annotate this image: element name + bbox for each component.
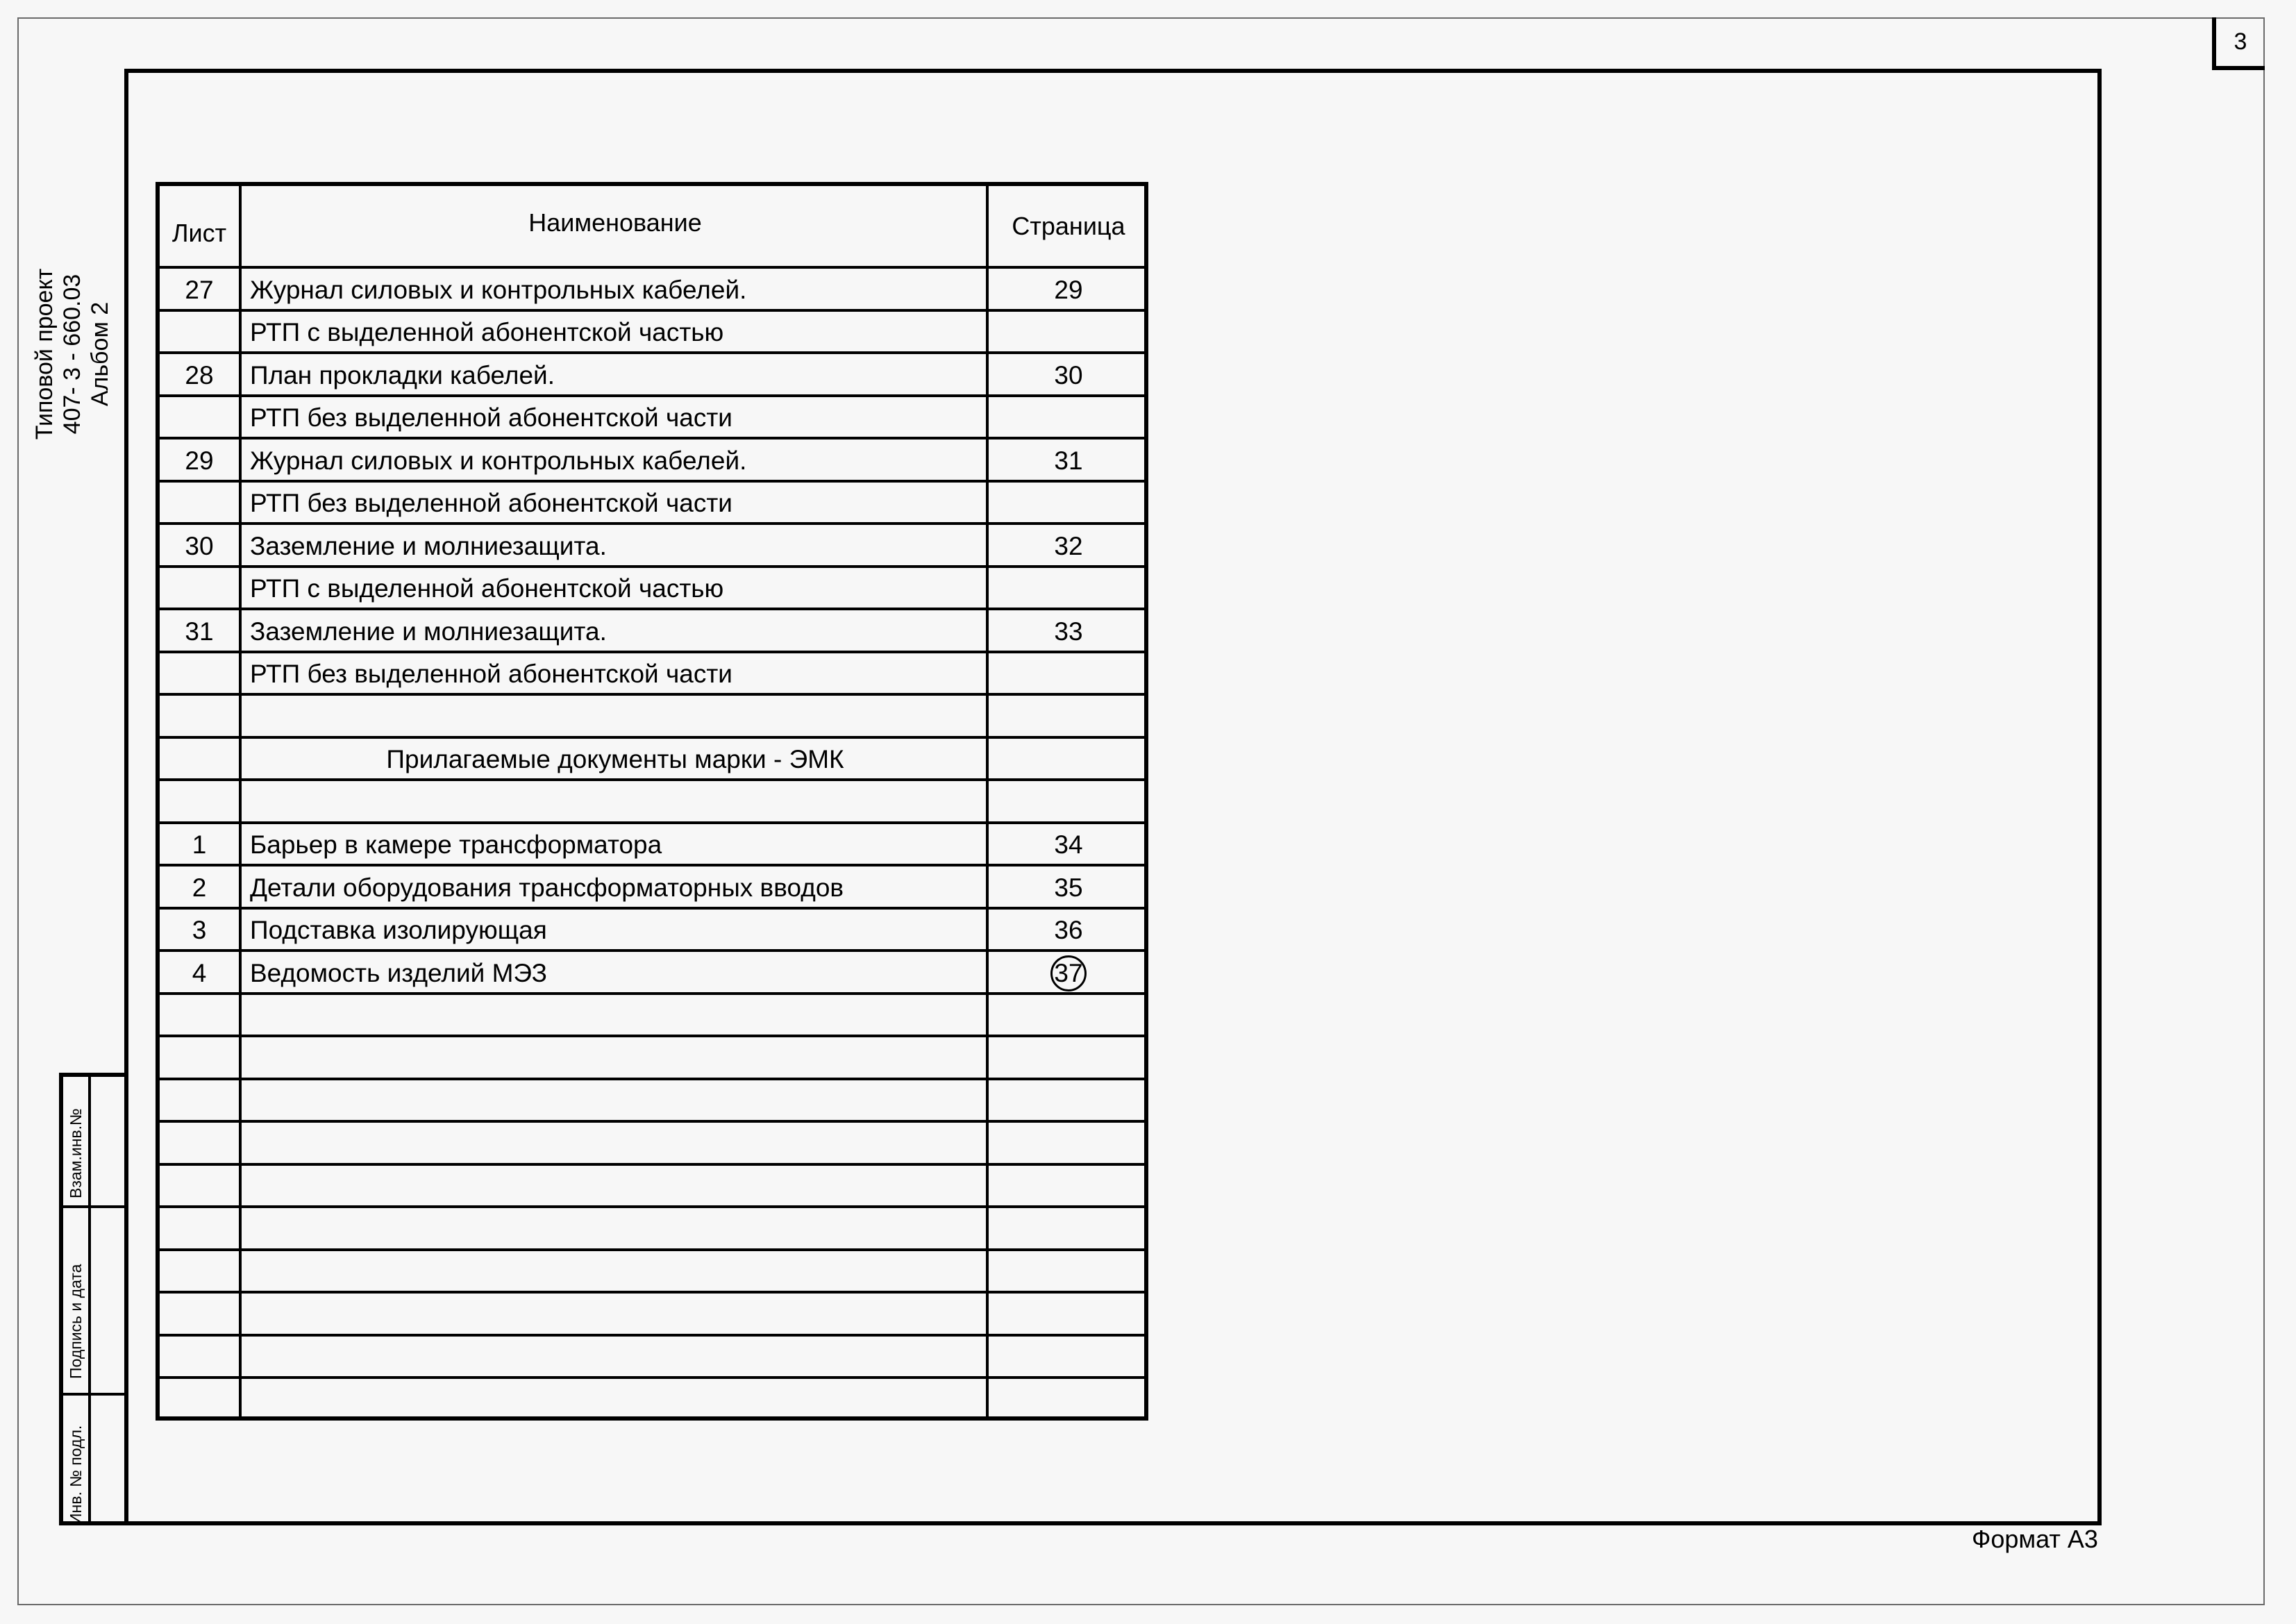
cell-list: 1 xyxy=(192,830,207,860)
cell-list xyxy=(160,1294,239,1337)
project-album: Альбом 2 xyxy=(87,301,113,407)
cell-page xyxy=(989,1337,1148,1380)
project-title: Типовой проект xyxy=(31,268,58,440)
cell-list xyxy=(160,1123,239,1166)
cell-list xyxy=(160,1080,239,1123)
cell-name: Ведомость изделий МЭЗ xyxy=(250,958,547,987)
cell-name: РТП без выделенной абонентской части xyxy=(250,403,732,433)
table-row xyxy=(160,266,1144,312)
table-row xyxy=(160,949,1144,995)
table-row xyxy=(160,608,1144,653)
cell-list: 2 xyxy=(192,873,207,902)
table-row xyxy=(160,907,1144,953)
page-number: 3 xyxy=(2234,28,2247,55)
cell-page: 33 xyxy=(1054,617,1083,646)
header-list: Лист xyxy=(171,218,227,247)
cell-list xyxy=(160,653,239,696)
cell-page xyxy=(989,696,1148,739)
cell-name: Журнал силовых и контрольных кабелей. xyxy=(250,275,747,304)
table-row xyxy=(160,1078,1144,1123)
project-code: 407- 3 - 660.03 xyxy=(59,274,85,435)
table-row xyxy=(160,309,1144,355)
cell-page xyxy=(989,1294,1148,1337)
page-number-box xyxy=(2212,17,2265,70)
table-row xyxy=(160,778,1144,824)
cell-list xyxy=(160,312,239,355)
cell-name xyxy=(242,995,989,1038)
cell-name xyxy=(242,1379,989,1422)
contents-table xyxy=(156,182,1148,1421)
circled-page-number: 37 xyxy=(1050,955,1087,991)
cell-name: Прилагаемые документы марки - ЭМК xyxy=(386,745,844,774)
cell-list: 30 xyxy=(185,531,214,560)
cell-list: 31 xyxy=(185,617,214,646)
cell-page: 31 xyxy=(1054,446,1083,475)
cell-list xyxy=(160,696,239,739)
table-row xyxy=(160,651,1144,696)
cell-list xyxy=(160,483,239,526)
table-row xyxy=(160,821,1144,867)
side-stamp: Взам.инв.№ Подпись и дата Инв. № подл. xyxy=(59,1073,128,1525)
table-header xyxy=(160,186,1144,266)
table-row xyxy=(160,1334,1144,1380)
cell-list: 29 xyxy=(185,446,214,475)
cell-name: План прокладки кабелей. xyxy=(250,360,555,390)
cell-name xyxy=(242,1251,989,1294)
cell-list: 3 xyxy=(192,916,207,945)
table-row xyxy=(160,693,1144,739)
cell-page xyxy=(989,1080,1148,1123)
cell-list xyxy=(160,1166,239,1209)
table-row xyxy=(160,351,1144,397)
cell-name: РТП без выделенной абонентской части xyxy=(250,660,732,689)
cell-name xyxy=(242,781,989,824)
cell-page xyxy=(989,781,1148,824)
cell-name: Барьер в камере трансформатора xyxy=(250,830,662,860)
cell-name xyxy=(242,1080,989,1123)
cell-list xyxy=(160,568,239,611)
header-name: Наименование xyxy=(528,208,702,237)
cell-page: 30 xyxy=(1054,360,1083,390)
cell-list xyxy=(160,995,239,1038)
cell-name xyxy=(242,696,989,739)
table-row xyxy=(160,565,1144,611)
cell-page: 35 xyxy=(1054,873,1083,902)
cell-list xyxy=(160,1379,239,1422)
cell-list xyxy=(160,781,239,824)
cell-name xyxy=(242,1037,989,1080)
table-row xyxy=(160,480,1144,526)
cell-page xyxy=(989,1166,1148,1209)
cell-name xyxy=(242,1294,989,1337)
cell-page xyxy=(989,995,1148,1038)
cell-list xyxy=(160,739,239,782)
cell-list: 27 xyxy=(185,275,214,304)
cell-page xyxy=(989,952,1148,995)
cell-name xyxy=(242,1208,989,1251)
header-page: Страница xyxy=(1012,211,1125,240)
table-row xyxy=(160,864,1144,910)
cell-page xyxy=(989,397,1148,440)
table-row xyxy=(160,1376,1144,1422)
cell-page xyxy=(989,568,1148,611)
cell-name: Заземление и молниезащита. xyxy=(250,617,607,646)
cell-name: Журнал силовых и контрольных кабелей. xyxy=(250,446,747,475)
cell-name: РТП без выделенной абонентской части xyxy=(250,489,732,518)
cell-list xyxy=(160,397,239,440)
cell-list xyxy=(160,1037,239,1080)
cell-page: 34 xyxy=(1054,830,1083,860)
table-row xyxy=(160,1205,1144,1251)
table-row xyxy=(160,522,1144,568)
cell-page xyxy=(989,1123,1148,1166)
cell-page: 29 xyxy=(1054,275,1083,304)
cell-list xyxy=(160,1337,239,1380)
cell-name xyxy=(242,1337,989,1380)
cell-list xyxy=(160,1208,239,1251)
cell-page xyxy=(989,739,1148,782)
table-row xyxy=(160,394,1144,440)
cell-page xyxy=(989,312,1148,355)
cell-list: 28 xyxy=(185,360,214,390)
table-row xyxy=(160,1120,1144,1166)
cell-page: 32 xyxy=(1054,531,1083,560)
format-label: Формат А3 xyxy=(1972,1525,2098,1553)
table-row xyxy=(160,992,1144,1038)
table-row xyxy=(160,1291,1144,1337)
cell-page xyxy=(989,1208,1148,1251)
cell-name: Детали оборудования трансформаторных вводов xyxy=(250,873,844,902)
cell-name xyxy=(242,1123,989,1166)
cell-name: Подставка изолирующая xyxy=(250,916,547,945)
table-row xyxy=(160,437,1144,483)
cell-page xyxy=(989,1379,1148,1422)
cell-page xyxy=(989,1037,1148,1080)
table-row xyxy=(160,1163,1144,1209)
table-row xyxy=(160,1248,1144,1294)
table-row xyxy=(160,736,1144,782)
cell-page xyxy=(989,1251,1148,1294)
cell-list: 4 xyxy=(192,958,207,987)
cell-page xyxy=(989,483,1148,526)
cell-name: Заземление и молниезащита. xyxy=(250,531,607,560)
cell-list xyxy=(160,1251,239,1294)
cell-name xyxy=(242,1166,989,1209)
cell-name: РТП с выделенной абонентской частью xyxy=(250,318,724,347)
table-row xyxy=(160,1035,1144,1080)
cell-page xyxy=(989,653,1148,696)
cell-name: РТП с выделенной абонентской частью xyxy=(250,574,724,603)
cell-page: 36 xyxy=(1054,916,1083,945)
